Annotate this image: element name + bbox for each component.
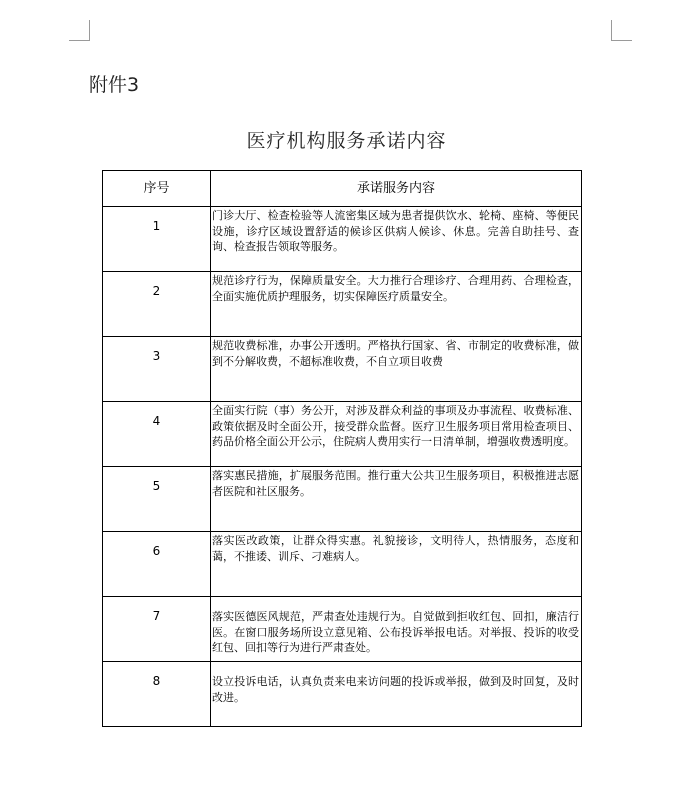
row-number: 6 [103,532,211,597]
table-row [103,272,582,337]
attachment-label: 附件3 [89,74,140,96]
header-content: 承诺服务内容 [211,171,582,207]
table-row [103,532,582,597]
table-header-row [103,171,582,207]
row-content: 落实医改政策，让群众得实惠。礼貌接诊，文明待人，热情服务，态度和蔼，不推诿、训斥、刁难病人。 [211,532,582,597]
crop-mark-top-right [611,20,632,41]
row-content: 规范诊疗行为，保障质量安全。大力推行合理诊疗、合理用药、合理检查，全面实施优质护理服务，切实保障医疗质量安全。 [211,272,582,337]
row-content: 设立投诉电话，认真负责来电来访问题的投诉或举报，做到及时回复，及时改进。 [211,662,582,727]
table-row [103,337,582,402]
row-content: 门诊大厅、检查检验等人流密集区域为患者提供饮水、轮椅、座椅、等便民设施，诊疗区域设置舒适的候诊区供病人候诊、休息。完善自助挂号、查询、检查报告领取等服务。 [211,207,582,272]
row-number: 4 [103,402,211,467]
document-title: 医疗机构服务承诺内容 [246,130,447,152]
row-number: 3 [103,337,211,402]
row-number: 8 [103,662,211,727]
table-row [103,597,582,662]
row-content: 全面实行院（事）务公开，对涉及群众利益的事项及办事流程、收费标准、政策依据及时全面公开，接受群众监督。医疗卫生服务项目常用检查项目、药品价格全面公开公示，住院病人费用实行一日清单制，增强收费透明度。 [211,402,582,467]
table-row [103,402,582,467]
row-content: 落实惠民措施，扩展服务范围。推行重大公共卫生服务项目，积极推进志愿者医院和社区服务。 [211,467,582,532]
row-content: 规范收费标准，办事公开透明。严格执行国家、省、市制定的收费标准，做到不分解收费，不超标准收费，不自立项目收费 [211,337,582,402]
row-number: 5 [103,467,211,532]
row-number: 2 [103,272,211,337]
table-row [103,467,582,532]
row-number: 1 [103,207,211,272]
table-row [103,662,582,727]
crop-mark-top-left [69,20,90,41]
service-commitment-table [102,170,582,727]
row-content: 落实医德医风规范，严肃查处违规行为。自觉做到拒收红包、回扣，廉洁行医。在窗口服务场所设立意见箱、公布投诉举报电话。对举报、投诉的收受红包、回扣等行为进行严肃查处。 [211,597,582,662]
table-row [103,207,582,272]
row-number: 7 [103,597,211,662]
header-number: 序号 [103,171,211,207]
